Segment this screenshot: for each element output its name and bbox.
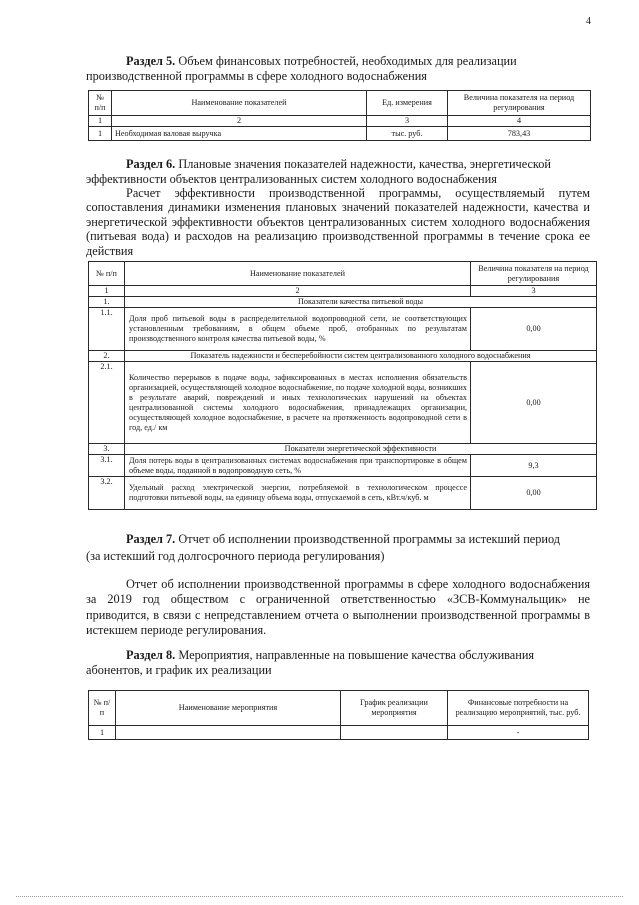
page-number: 4 — [586, 16, 591, 27]
section6-label: Раздел 6. — [126, 157, 176, 171]
section8-table — [88, 690, 589, 740]
header-cell: График реализации мероприятия — [341, 691, 448, 726]
section8-title-line1: Раздел 8. Мероприятия, направленные на повышение качества обслуживания — [126, 648, 535, 662]
section6-intro: Расчет эффективности производственной программы, осуществляемый путем сопоставления динамики изменения плановых значений показателей надежности, качества и энергетической эффективности объектов централизованных систем холодного водоснабжения (питьевая вода) и расходов на реализацию производственной программы в течение срока ее действия — [86, 186, 590, 258]
row-number: 3.1. — [89, 455, 125, 477]
group-row — [89, 444, 597, 455]
group-number: 1. — [89, 297, 125, 308]
row-name: Доля потерь воды в централизованных системах водоснабжения при транспортировке в общем объеме воды, поданной в водопроводную сеть, % — [125, 455, 471, 477]
table-header-row — [89, 262, 597, 286]
group-number: 2. — [89, 351, 125, 362]
index-cell: 2 — [125, 286, 471, 297]
index-cell: 4 — [448, 116, 591, 127]
section5-table — [88, 90, 591, 141]
row-value: 0,00 — [471, 308, 597, 351]
header-cell: Ед. измерения — [367, 91, 448, 116]
row-unit: тыс. руб. — [367, 127, 448, 141]
section8-title-line2: абонентов, и график их реализации — [86, 662, 272, 677]
row-name: Необходимая валовая выручка — [112, 127, 367, 141]
index-cell: 3 — [367, 116, 448, 127]
table-row — [89, 726, 589, 740]
section6-title-line2: эффективности объектов централизованных систем холодного водоснабжения — [86, 171, 497, 186]
row-cost: - — [448, 726, 589, 740]
group-row — [89, 297, 597, 308]
group-title: Показатели качества питьевой воды — [125, 297, 597, 308]
section7-heading — [86, 531, 590, 564]
row-value: 9,3 — [471, 455, 597, 477]
index-cell: 3 — [471, 286, 597, 297]
header-cell: № п/п — [89, 691, 116, 726]
index-cell: 1 — [89, 116, 112, 127]
row-number: 1.1. — [89, 308, 125, 351]
section7-title-line2: (за истекший год долгосрочного периода регулирования) — [86, 548, 385, 563]
header-cell: Наименование показателей — [125, 262, 471, 286]
row-value: 783,43 — [448, 127, 591, 141]
section6-heading — [86, 157, 590, 186]
table-index-row — [89, 116, 591, 127]
header-cell: Наименование показателей — [112, 91, 367, 116]
group-title: Показатель надежности и бесперебойности систем централизованного холодного водоснабжения — [125, 351, 597, 362]
section5-title-line2: производственной программы в сфере холодного водоснабжения — [86, 68, 427, 83]
table-index-row — [89, 286, 597, 297]
section6-title-line1: Раздел 6. Плановые значения показателей надежности, качества, энергетической — [126, 157, 552, 171]
section8-label: Раздел 8. — [126, 648, 176, 662]
section5-heading — [86, 54, 590, 83]
index-cell: 2 — [112, 116, 367, 127]
header-cell: № п/п — [89, 91, 112, 116]
header-cell: Финансовые потребности на реализацию мероприятий, тыс. руб. — [448, 691, 589, 726]
group-row — [89, 351, 597, 362]
section5-label: Раздел 5. — [126, 54, 176, 68]
row-number: 3.2. — [89, 477, 125, 510]
header-cell: Величина показателя на период регулирования — [471, 262, 597, 286]
header-cell: Величина показателя на период регулирования — [448, 91, 591, 116]
table-row — [89, 308, 597, 351]
row-value: 0,00 — [471, 477, 597, 510]
table-row — [89, 127, 591, 141]
row-name: Количество перерывов в подаче воды, зафиксированных в местах исполнения обязательств организацией, осуществляющей холодное водоснабжение, по подаче холодной воды, возникших в результате аварий, повреждений и иных технологических нарушений на объектах централизованной системы холодного водоснабжения, принадлежащих организации, осуществляющей холодное водоснабжение, в расчете на протяженность водопроводной сети в год, ед./ км — [125, 362, 471, 444]
row-number: 1 — [89, 726, 116, 740]
index-cell: 1 — [89, 286, 125, 297]
table-row — [89, 477, 597, 510]
group-title: Показатели энергетической эффективности — [125, 444, 597, 455]
row-name: Доля проб питьевой воды в распределительной водопроводной сети, не соответствующих установленным требованиям, в общем объеме проб, отобранных по результатам производственного контроля качества питьевой воды, % — [125, 308, 471, 351]
section7-title-line1: Раздел 7. Отчет об исполнении производственной программы за истекший период — [126, 532, 561, 546]
group-number: 3. — [89, 444, 125, 455]
section6-table — [88, 261, 597, 510]
table-header-row — [89, 91, 591, 116]
bottom-rule — [16, 896, 623, 897]
section5-title-line1: Раздел 5. Объем финансовых потребностей, необходимых для реализации — [126, 54, 517, 68]
header-cell: Наименование мероприятия — [116, 691, 341, 726]
row-number: 2.1. — [89, 362, 125, 444]
section7-body: Отчет об исполнении производственной программы в сфере холодного водоснабжения за 2019 год обществом с ограниченной ответственностью «ЗСВ-Коммунальщик» не приводится, в связи с непредставлением отчета о выполнении производственной программы в истекшем периоде регулирования. — [86, 577, 590, 638]
table-row — [89, 362, 597, 444]
row-number: 1 — [89, 127, 112, 141]
row-value: 0,00 — [471, 362, 597, 444]
row-name: Удельный расход электрической энергии, потребляемой в технологическом процессе подготовки питьевой воды, на единицу объема воды, отпускаемой в сеть, кВт.ч/куб. м — [125, 477, 471, 510]
header-cell: № п/п — [89, 262, 125, 286]
row-name — [116, 726, 341, 740]
row-schedule — [341, 726, 448, 740]
table-row — [89, 455, 597, 477]
table-header-row — [89, 691, 589, 726]
section8-heading — [86, 648, 590, 677]
section7-label: Раздел 7. — [126, 532, 176, 546]
